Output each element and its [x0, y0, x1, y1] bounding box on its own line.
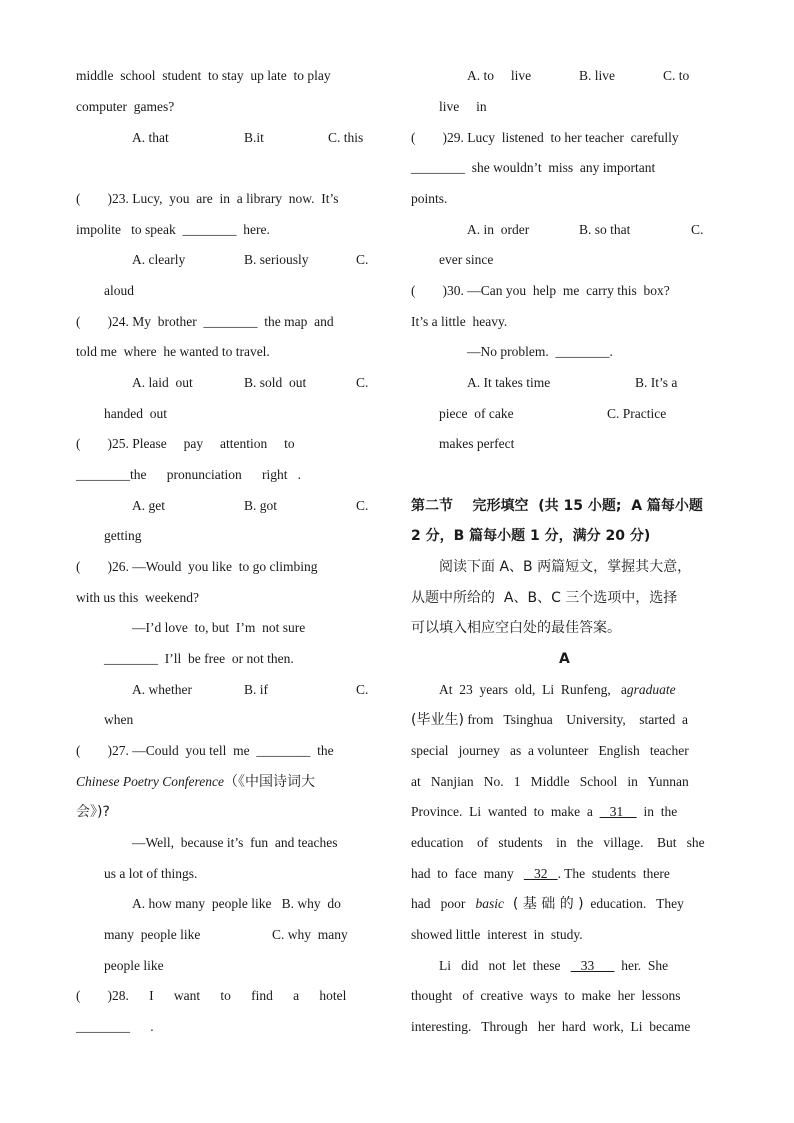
q25-option-a: A. get — [132, 498, 165, 513]
q28-option-c: C. to — [663, 68, 690, 83]
q21-text-line: middle school student to stay up late to play — [76, 68, 331, 83]
q23-stem: impolite to speak ________ here. — [76, 222, 270, 237]
blank-32: 32 — [523, 866, 558, 881]
passage-line: education of students in the village. But she — [411, 835, 705, 850]
q30-option-b: B. It’s a — [635, 375, 678, 390]
q26-option-a: A. whether — [132, 682, 192, 697]
gloss: (毕业生) — [411, 712, 464, 728]
q30-option-a: A. It takes time — [467, 375, 551, 390]
passage-line: special journey as a volunteer English teacher — [411, 743, 689, 758]
q26-stem: with us this weekend? — [76, 590, 199, 605]
section-instructions: 从题中所给的 A、B、C 三个选项中，选择 — [411, 590, 678, 606]
passage-line: Province. Li wanted to make a 31 in the — [411, 804, 678, 819]
q22-option-b: B.it — [244, 130, 264, 145]
q26-option-c: C. — [356, 682, 369, 697]
passage-title: A — [559, 651, 570, 667]
q29-option-a: A. in order — [467, 222, 530, 237]
q28-stem: ________ . — [76, 1019, 154, 1034]
q27-stem: —Well, because it’s fun and teaches — [132, 835, 338, 850]
q22-option-a: A. that — [132, 130, 169, 145]
q24-stem: ( )24. My brother ________ the map and — [76, 314, 334, 329]
section-heading: 第二节 完形填空 (共 15 小题; A 篇每小题 — [411, 498, 703, 514]
q27-options: A. how many people like B. why do — [132, 896, 341, 911]
q28-stem: ( )28. I want to find a hotel — [76, 988, 347, 1003]
glossed-word: graduate — [626, 682, 676, 697]
q29-stem: ( )29. Lucy listened to her teacher carefully — [411, 130, 679, 145]
q30-option-b-text: piece of cake — [439, 406, 514, 421]
q27-option-b-text: many people like — [104, 927, 201, 942]
q23-option-c-text: aloud — [104, 283, 134, 298]
q30-option-c-text: makes perfect — [439, 436, 515, 451]
q27-stem — [76, 772, 315, 792]
q28-option-a: A. to live — [467, 68, 532, 83]
q25-stem: ( )25. Please pay attention to — [76, 436, 295, 451]
q29-option-c-text: ever since — [439, 252, 494, 267]
q27-title-chinese: （《中国诗词大 — [223, 774, 315, 790]
q25-option-c: C. — [356, 498, 369, 513]
passage-line: Li did not let these 33 her. She — [439, 958, 669, 973]
blank-33: 33 — [570, 958, 615, 973]
q26-option-b: B. if — [244, 682, 269, 697]
q30-stem: It’s a little heavy. — [411, 314, 508, 329]
q25-stem: ________the pronunciation right . — [76, 467, 301, 482]
passage-line: (毕业生) from Tsinghua University, started a — [411, 712, 688, 728]
q25-option-c-text: getting — [104, 528, 142, 543]
q23-option-c: C. — [356, 252, 369, 267]
passage-line: interesting. Through her hard work, Li became — [411, 1019, 691, 1034]
q21-text-line: computer games? — [76, 99, 175, 114]
q24-stem: told me where he wanted to travel. — [76, 344, 270, 359]
q23-stem: ( )23. Lucy, you are in a library now. It’s — [76, 191, 339, 206]
q30-option-c: C. Practice — [607, 406, 667, 421]
passage-line: At 23 years old, Li Runfeng, agraduate — [439, 682, 676, 697]
q24-option-c-text: handed out — [104, 406, 167, 421]
q24-option-a: A. laid out — [132, 375, 193, 390]
q27-option-c-text: people like — [104, 958, 164, 973]
gloss: ( 基 础 的 ) — [504, 896, 584, 912]
q26-stem: ________ I’ll be free or not then. — [104, 651, 294, 666]
q23-option-b: B. seriously — [244, 252, 309, 267]
q28-option-b: B. live — [579, 68, 615, 83]
passage-line: had to face many 32 . The students there — [411, 866, 670, 881]
q24-option-b: B. sold out — [244, 375, 307, 390]
q27-stem: us a lot of things. — [104, 866, 198, 881]
q29-option-b: B. so that — [579, 222, 631, 237]
q26-option-c-text: when — [104, 712, 134, 727]
glossed-word: basic — [475, 896, 504, 911]
passage-line: showed little interest in study. — [411, 927, 583, 942]
q30-stem: —No problem. ________. — [467, 344, 613, 359]
q29-stem: points. — [411, 191, 448, 206]
q29-option-c: C. — [691, 222, 704, 237]
q29-stem: ________ she wouldn’t miss any important — [411, 160, 656, 175]
passage-line: had poor basic ( 基 础 的 ) education. They — [411, 896, 684, 912]
q22-option-c: C. this — [328, 130, 364, 145]
q27-stem: 会》)? — [76, 804, 110, 820]
q30-stem: ( )30. —Can you help me carry this box? — [411, 283, 670, 298]
q28-option-c-text: live in — [439, 99, 487, 114]
q23-option-a: A. clearly — [132, 252, 186, 267]
section-instructions: 可以填入相应空白处的最佳答案。 — [411, 620, 621, 636]
q26-stem: —I’d love to, but I’m not sure — [132, 620, 306, 635]
q24-option-c: C. — [356, 375, 369, 390]
section-instructions: 阅读下面 A、B 两篇短文，掌握其大意， — [439, 559, 692, 575]
q27-title-english: Chinese Poetry Conference — [76, 774, 224, 789]
q25-option-b: B. got — [244, 498, 278, 513]
blank-31: 31 — [599, 804, 637, 819]
q27-option-c: C. why many — [272, 927, 348, 942]
q27-stem: ( )27. —Could you tell me ________ the — [76, 743, 334, 758]
passage-line: thought of creative ways to make her lessons — [411, 988, 681, 1003]
q26-stem: ( )26. —Would you like to go climbing — [76, 559, 318, 574]
section-heading: 2 分，B 篇每小题 1 分，满分 20 分) — [411, 528, 651, 544]
passage-line: at Nanjian No. 1 Middle School in Yunnan — [411, 774, 689, 789]
